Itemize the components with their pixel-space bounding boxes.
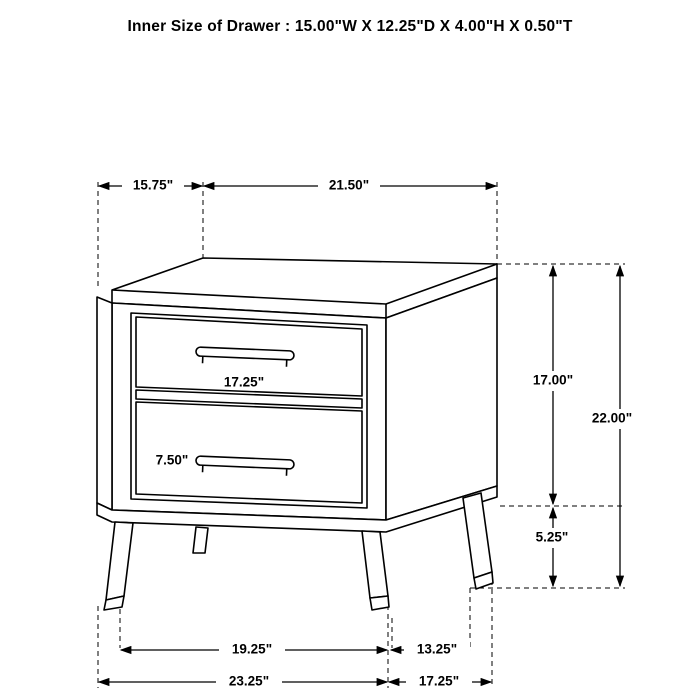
dim-height-case: 17.00": [532, 372, 574, 388]
dim-drawer-upper: 17.25": [223, 374, 265, 390]
dim-height-total: 22.00": [591, 410, 633, 426]
dim-drawer-lower: 7.50": [155, 452, 189, 468]
case-left-side: [97, 297, 112, 510]
page-title: Inner Size of Drawer : 15.00"W X 12.25"D X 4.00"H X 0.50"T: [127, 18, 573, 35]
dim-bottom-front-inner: 19.25": [231, 641, 273, 657]
dim-bottom-side-inner: 13.25": [416, 641, 458, 657]
dim-height-legs: 5.25": [535, 529, 569, 545]
case-right-side: [386, 278, 497, 520]
dim-bottom-front-outer: 23.25": [228, 673, 270, 689]
dim-top-right: 21.50": [328, 177, 370, 193]
dim-top-left: 15.75": [132, 177, 174, 193]
leg-front-left: [106, 522, 133, 600]
leg-back-right: [463, 493, 492, 578]
dim-bottom-side-outer: 17.25": [418, 673, 460, 689]
leg-back-left: [193, 527, 208, 553]
leg-foot-front-right: [370, 596, 389, 610]
cabinet-body: [97, 258, 497, 610]
leg-front-right: [362, 531, 388, 598]
